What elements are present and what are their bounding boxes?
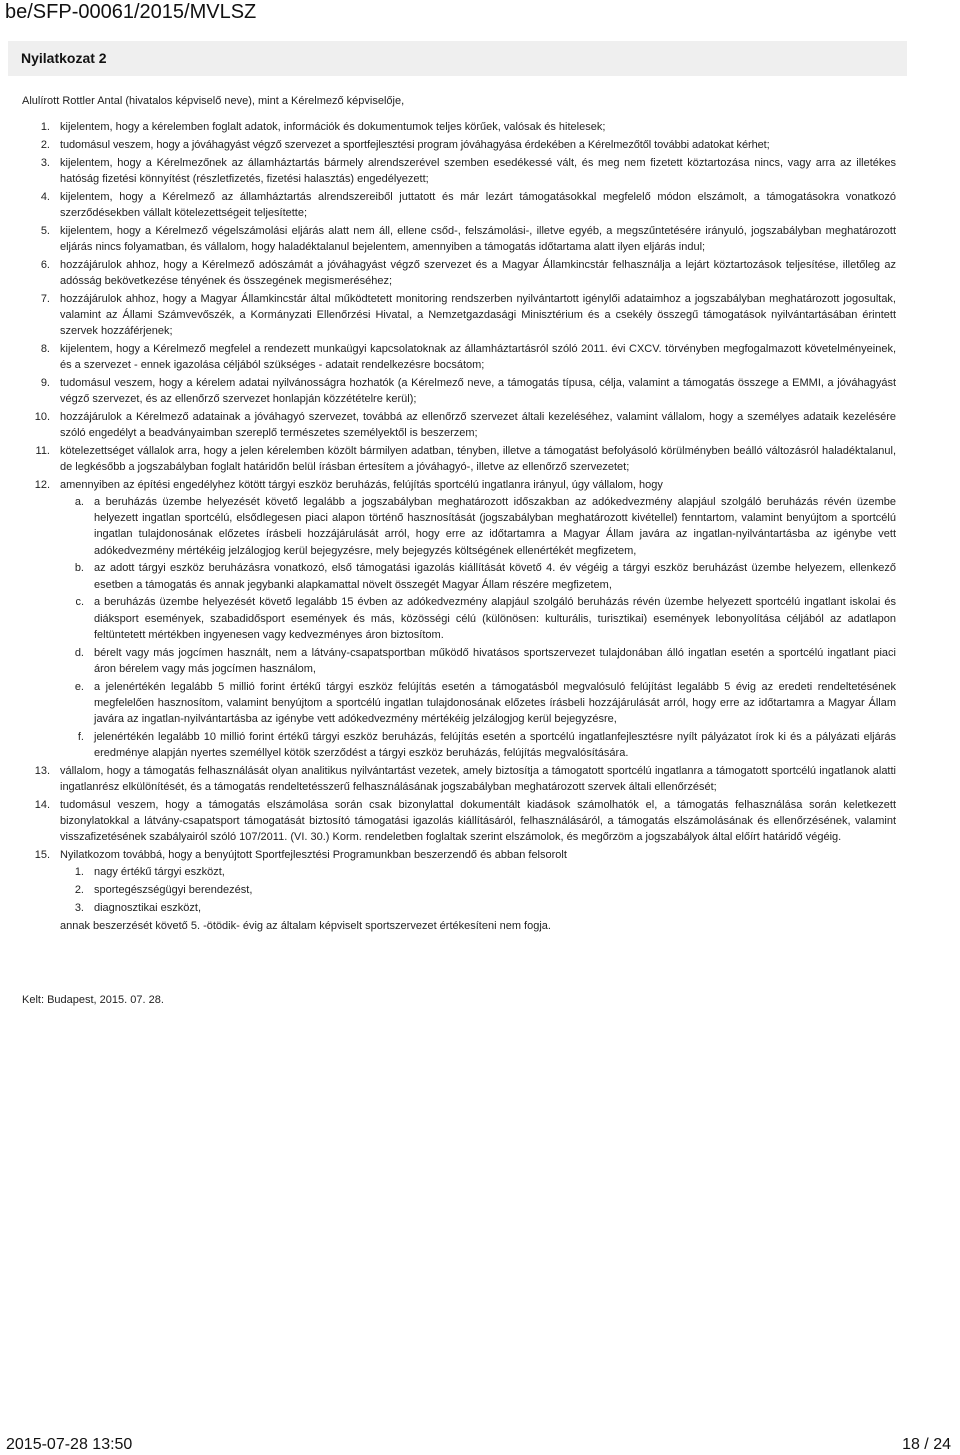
item-text: tudomásul veszem, hogy a kérelem adatai nyilvánosságra hozhatók (a Kérelmező neve, a támogatás típusa, célja, valamint a támogatás összege a EMMI, a jóváhagyást végző szervezet, és az ellenőrző szervezet honlapján közzétételre kerül);: [60, 376, 896, 405]
item-number: 1.: [40, 121, 50, 133]
sublist-letter: e.: [74, 680, 84, 693]
declaration-item: [22, 291, 896, 340]
declaration-item: [22, 155, 896, 187]
item-number: 7.: [40, 292, 50, 305]
item-text: tudomásul veszem, hogy a jóváhagyást végző szervezet a sportfejlesztési program jóváhagyása érdekében a Kérelmezőtől további adatokat kérhet;: [60, 138, 770, 151]
declaration-item: [22, 137, 896, 153]
document-id: be/SFP-00061/2015/MVLSZ: [5, 1, 257, 23]
item-number: 4.: [40, 190, 50, 203]
section-title: Nyilatkozat 2: [21, 50, 107, 66]
sublist-item: [60, 594, 896, 643]
item-number: 10.: [34, 410, 50, 423]
declaration-item: [22, 119, 896, 135]
item-text: vállalom, hogy a támogatás felhasználását olyan analitikus nyilvántartást vezetek, amely biztosítja a támogatott sportcélú ingatlanra a támogatott sportcélú ingatlanok alatti ingatlanrész elkülönítését, és a támogatás rendeltetésszerű felhasználásának jogszabályban meghatározott szervek általi ellenőrzését;: [60, 764, 896, 794]
sublist-text: jelenértékén legalább 10 millió forint értékű tárgyi eszköz beruházás, felújítás esetén a sportcélú ingatlanfejlesztésre nyílt pályázatot írok ki és a pályázati eljárás eredménye alapján nyertes személlyel kötök szerződést a tárgyi eszköz beruházás, felújítás megvalósítására.: [94, 730, 896, 760]
declaration-item: [22, 477, 896, 761]
item-number: 11.: [35, 444, 50, 457]
sublist-letter: f.: [77, 730, 84, 743]
item-text: kijelentem, hogy a Kérelmező az államháztartás alrendszereiből juttatott és már lezárt támogatásokkal megfelelő módon elszámolt, a támogatásokra vonatkozó szerződésekben vállalt kötelezettségeit teljesítette;: [60, 190, 896, 219]
item-text: hozzájárulok a Kérelmező adatainak a jóváhagyó szervezet, továbbá az ellenőrző szervezet általi kezeléséhez, valamint vállalom, hogy a személyes adataik kezelésére szóló engedélyt a beadványaimban szereplő természetes személyektől is beszerzem;: [60, 410, 896, 439]
section-header: [8, 41, 907, 76]
declaration-item: [22, 763, 896, 795]
item-text: kötelezettséget vállalok arra, hogy a jelen kérelemben közölt bármilyen adatban, tényben, illetve a támogatást befolyásoló körülményben beálló változásról haladéktalanul, de legkésőbb a jogszabályban foglalt határidőn belül írásban értesítem a jóváhagyó-, illetve az ellenőrző szervezetet;: [60, 444, 896, 473]
item-text: Nyilatkozom továbbá, hogy a benyújtott Sportfejlesztési Programunkban beszerzendő és abban felsorolt: [60, 849, 567, 862]
sublist-letter: a.: [74, 496, 84, 508]
item-text: hozzájárulok ahhoz, hogy a Kérelmező adószámát a jóváhagyást végző szervezet és a Magyar Államkincstár felhasználja a lejárt köztartozások teljesítése, illetőleg az adósság bekövetkezése tényének és összegének megismeréséhez;: [60, 258, 896, 287]
declaration-item: [22, 443, 896, 475]
item-text: amennyiben az építési engedélyhez kötött tárgyi eszköz beruházás, felújítás sportcélú ingatlanra irányul, úgy vállalom, hogy: [60, 478, 663, 491]
item-number: 15.: [34, 849, 50, 862]
item-number: 3.: [40, 156, 50, 169]
item-number: 8.: [40, 342, 50, 355]
footer-page-number: 18 / 24: [902, 1436, 951, 1453]
declaration-item: [22, 409, 896, 441]
item-text: hozzájárulok ahhoz, hogy a Magyar Államkincstár által működtetett monitoring rendszerben nyilvántartott igénylői adataimhoz a jogszabályban meghatározott jogosultak, valamint az Állami Számvevőszék, a Kormányzati Ellenőrzési Hivatal, a Nemzetgazdasági Minisztérium és a csekély összegű támogatások nyilvántartásában érintett szervek hozzáférjenek;: [60, 292, 896, 337]
sublist-number: 1.: [74, 866, 84, 879]
declaration-item: [22, 847, 896, 934]
item-closing-text: annak beszerzését követő 5. -ötödik- évig az általam képviselt sportszervezet értékesíteni nem fogja.: [60, 919, 551, 932]
declaration-item: [22, 223, 896, 255]
sublist-item: [60, 882, 896, 898]
sublist-text: a jelenértékén legalább 5 millió forint értékű tárgyi eszköz felújítás esetén a támogatásból megvalósuló felújítást legalább 5 évig az eredeti rendeltetésének megfelelően hasznosítom, valamint benyújtom a sportcélú ingatlan tulajdonosának előzetes írásbeli hozzájárulását arról, hogy erre az időtartamra a Magyar Állam javára az ingatlan-nyilvántartásba az igénybe vett adókedvezmény mértékéig jelzálogjog kerül bejegyzésre,: [94, 680, 896, 726]
sublist-text: nagy értékű tárgyi eszközt,: [94, 866, 225, 879]
item-number: 14.: [34, 798, 50, 811]
declaration-list: [22, 119, 896, 935]
sublist-number: 2.: [74, 884, 84, 897]
item-text: kijelentem, hogy a Kérelmező megfelel a rendezett munkaügyi kapcsolatoknak az államháztartásról szóló 2011. évi CXCV. törvényben megfogalmazott követelményeinek, és a szervezet - ennek igazolása céljából szükséges - adatait rendelkezésre bocsátom;: [60, 342, 896, 371]
sublist-item: [60, 864, 896, 880]
item-text: tudomásul veszem, hogy a támogatás elszámolása során csak bizonylattal dokumentált kiadások számolhatók el, a támogatás felhasználása során keletkezett bizonylatokkal a látvány-csapatsport támogatását biztosító támogatási igazolás kiállításáról, felhasználásáról, a támogatás elszámolásának és ellenőrzésének, valamint visszafizetésének szabályairól szóló 107/2011. (VI. 30.) Korm. rendeletben foglaltak szerint elszámolok, és megőrzöm a jogszabályok által előírt határidő végéig.: [60, 798, 896, 844]
item-text: kijelentem, hogy a kérelemben foglalt adatok, információk és dokumentumok teljes körűek, valósak és hitelesek;: [60, 121, 606, 133]
item-number: 2.: [40, 138, 50, 151]
sublist-number: 3.: [74, 901, 84, 914]
item-number: 13.: [34, 764, 50, 777]
sublist-item: [60, 729, 896, 761]
intro-text: Alulírott Rottler Antal (hivatalos képviselő neve), mint a Kérelmező képviselője,: [22, 95, 405, 107]
sublist-text: sportegészségügyi berendezést,: [94, 884, 253, 897]
signing-place-date: Kelt: Budapest, 2015. 07. 28.: [22, 994, 164, 1006]
item-text: kijelentem, hogy a Kérelmezőnek az államháztartás bármely alrendszerével szemben esedékessé vált, és meg nem fizetett köztartozása nincs, vagy arra az illetékes hatóság fizetési könnyítést (részletfizetés, fizetési halasztás) engedélyezett;: [60, 156, 896, 185]
sublist-item: [60, 679, 896, 728]
sublist-letter: b.: [74, 562, 84, 575]
sublist-text: a beruházás üzembe helyezését követő legalább a jogszabályban meghatározott időszakban az adókedvezmény alapjául szolgáló beruházás révén üzembe helyezett ingatlan sportcélú, elsődlegesen piaci alapon történő hasznosítását (jogszabályban meghatározott kivétellel) fenntartom, valamint benyújtom a sportcélú ingatlan tulajdonosának előzetes írásbeli hozzájárulását arról, hogy erre az időtartamra a Magyar Állam javára az ingatlan-nyilvántartásba az igénybe vett adókedvezmény mértékéig jelzálogjog kerül bejegyzésre, mely bejegyzés költségének ellenértékét megfizetem,: [94, 496, 896, 557]
sublist-letter: c.: [75, 596, 84, 609]
sublist-text: a beruházás üzembe helyezését követő legalább 15 évben az adókedvezmény alapjául szolgáló beruházás révén üzembe helyezett sportcélú ingatlant iskolai és diáksport események, szabadidősport események és más, közösségi célú (különösen: kulturális, turisztikai) események lebonyolítása céljából az adatlapon feltüntetett mértékben ingyenesen vagy kedvezményes áron biztosítom.: [94, 596, 896, 641]
sublist-letter: d.: [74, 646, 84, 659]
declaration-item: [22, 257, 896, 289]
declaration-item: [22, 375, 896, 407]
item-number: 5.: [40, 224, 50, 237]
sublist-item: [60, 900, 896, 916]
footer-timestamp: 2015-07-28 13:50: [6, 1436, 133, 1453]
declaration-item: [22, 797, 896, 846]
lettered-sublist: [60, 494, 896, 761]
declaration-item: [22, 341, 896, 373]
sublist-item: [60, 494, 896, 559]
sublist-text: diagnosztikai eszközt,: [94, 901, 201, 914]
sublist-item: [60, 560, 896, 592]
item-number: 12.: [34, 478, 50, 491]
item-number: 9.: [40, 376, 50, 389]
numbered-sublist: [60, 864, 896, 916]
item-number: 6.: [40, 258, 50, 271]
sublist-text: bérelt vagy más jogcímen használt, nem a látvány-csapatsportban működő hivatásos sportszervezet tulajdonában álló ingatlan esetén a sportcélú ingatlant piaci áron bérelem vagy más jogcímen használom,: [94, 646, 896, 675]
sublist-item: [60, 645, 896, 677]
item-text: kijelentem, hogy a Kérelmező végelszámolási eljárás alatt nem áll, ellene csőd-, felszámolási-, illetve egyéb, a megszűntetésére irányuló, jogszabályban meghatározott eljárás nincs folyamatban, és vállalom, hogy haladéktalanul bejelentem, amennyiben a támogatás időtartama alatt ilyen eljárás indul;: [60, 224, 896, 253]
sublist-text: az adott tárgyi eszköz beruházásra vonatkozó, első támogatási igazolás kiállítását követő 4. év végéig a tárgyi eszköz beruházást üzembe helyezem, ellenkező esetben a támogatás és annak jegybanki alapkamattal növelt összegét Magyar Állam részére megfizetem,: [94, 562, 896, 591]
declaration-item: [22, 189, 896, 221]
